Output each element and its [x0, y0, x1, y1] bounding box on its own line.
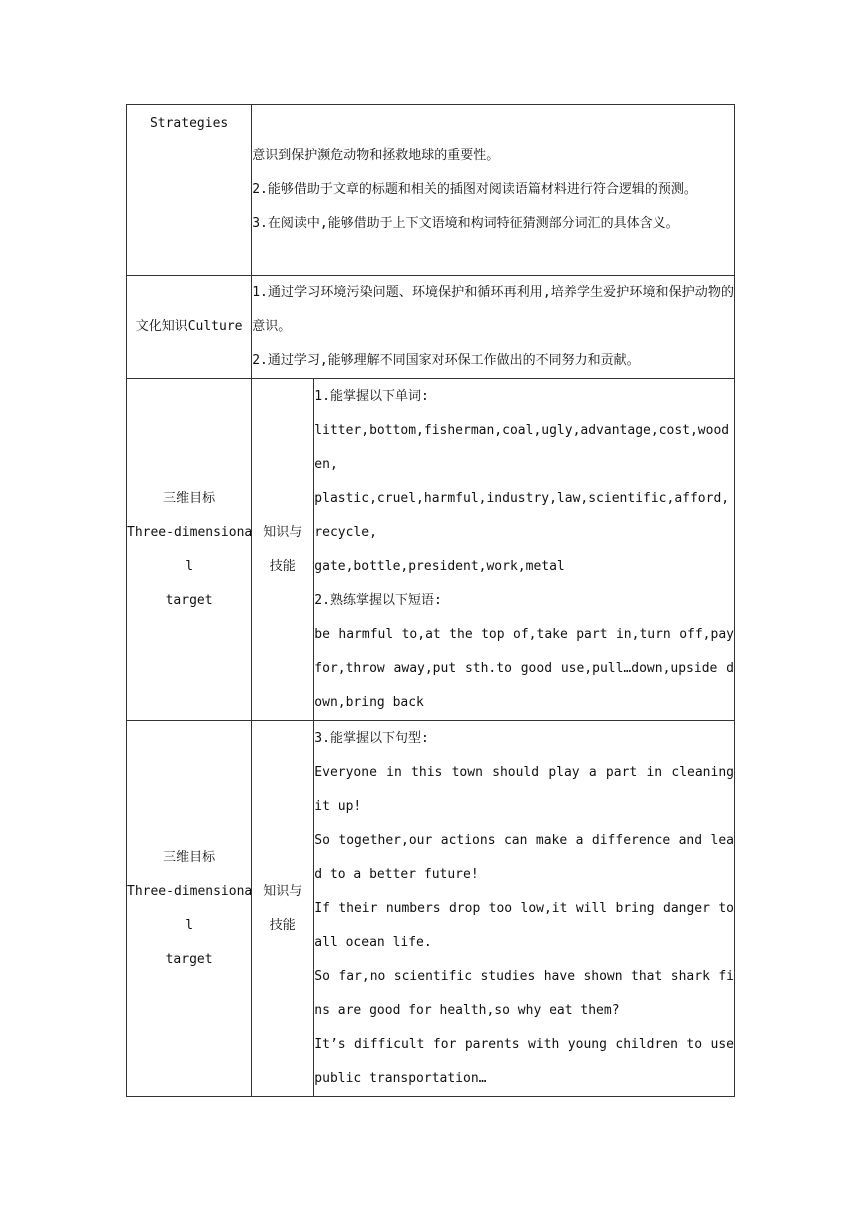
- paragraph: So together,our actions can make a difference and lead to a better future!: [314, 833, 734, 882]
- paragraph: be harmful to,at the top of,take part in,turn off,pay for,throw away,put sth.to good use,pull…down,upside down,bring back: [314, 627, 734, 710]
- paragraph: So far,no scientific studies have shown that shark fins are good for health,so why eat them?: [314, 969, 734, 1018]
- objectives-table: [126, 104, 735, 1097]
- sub-label-knowledge-skills: [252, 721, 314, 1097]
- label-line: l: [185, 558, 194, 574]
- table-row-three-dimensional-2: [127, 721, 735, 1097]
- label-line: 三维目标: [163, 849, 216, 865]
- label-text: 文化知识Culture: [135, 319, 243, 334]
- paragraph: 3.能掌握以下句型:: [314, 731, 429, 746]
- row-label-three-dimensional: [127, 379, 252, 721]
- paragraph: gate,bottle,president,work,metal: [314, 559, 565, 574]
- culture-content: [252, 276, 735, 379]
- label-line: target: [165, 592, 213, 608]
- paragraph: 2.通过学习,能够理解不同国家对环保工作做出的不同努力和贡献。: [252, 353, 640, 368]
- label-line: 三维目标: [163, 490, 216, 506]
- paragraph: 意识到保护濒危动物和拯救地球的重要性。: [252, 148, 500, 163]
- paragraph: litter,bottom,fisherman,coal,ugly,advantage,cost,wooden,: [314, 423, 730, 472]
- paragraph: If their numbers drop too low,it will bring danger to all ocean life.: [314, 901, 734, 950]
- paragraph: 1.能掌握以下单词:: [314, 389, 429, 404]
- label-line: 技能: [269, 558, 296, 574]
- strategies-content: [252, 105, 735, 276]
- paragraph: 2.熟练掌握以下短语:: [314, 593, 442, 608]
- sub-label-knowledge-skills: [252, 379, 314, 721]
- paragraph: plastic,cruel,harmful,industry,law,scientific,afford,recycle,: [314, 491, 730, 540]
- label-text: Strategies: [149, 116, 229, 131]
- label-line: 知识与: [263, 883, 303, 899]
- label-line: 技能: [269, 917, 296, 933]
- paragraph: It’s difficult for parents with young children to use public transportation…: [314, 1037, 734, 1086]
- paragraph: 2.能够借助于文章的标题和相关的插图对阅读语篇材料进行符合逻辑的预测。: [252, 182, 697, 197]
- table-row-culture: [127, 276, 735, 379]
- paragraph: 1.通过学习环境污染问题、环境保护和循环再利用,培养学生爱护环境和保护动物的意识。: [252, 285, 734, 334]
- row-label-strategies: [127, 105, 252, 276]
- row-label-culture: [127, 276, 252, 379]
- label-line: Three-dimensiona: [127, 524, 253, 540]
- label-line: target: [165, 951, 213, 967]
- table-row-three-dimensional-1: [127, 379, 735, 721]
- paragraph: Everyone in this town should play a part in cleaning it up!: [314, 765, 734, 814]
- label-line: Three-dimensiona: [127, 883, 253, 899]
- label-line: 知识与: [263, 524, 303, 540]
- label-line: l: [185, 917, 194, 933]
- table-row-strategies: [127, 105, 735, 276]
- sentence-patterns-content: [314, 721, 735, 1097]
- vocabulary-content: [314, 379, 735, 721]
- paragraph: 3.在阅读中,能够借助于上下文语境和构词特征猜测部分词汇的具体含义。: [252, 216, 679, 231]
- row-label-three-dimensional: [127, 721, 252, 1097]
